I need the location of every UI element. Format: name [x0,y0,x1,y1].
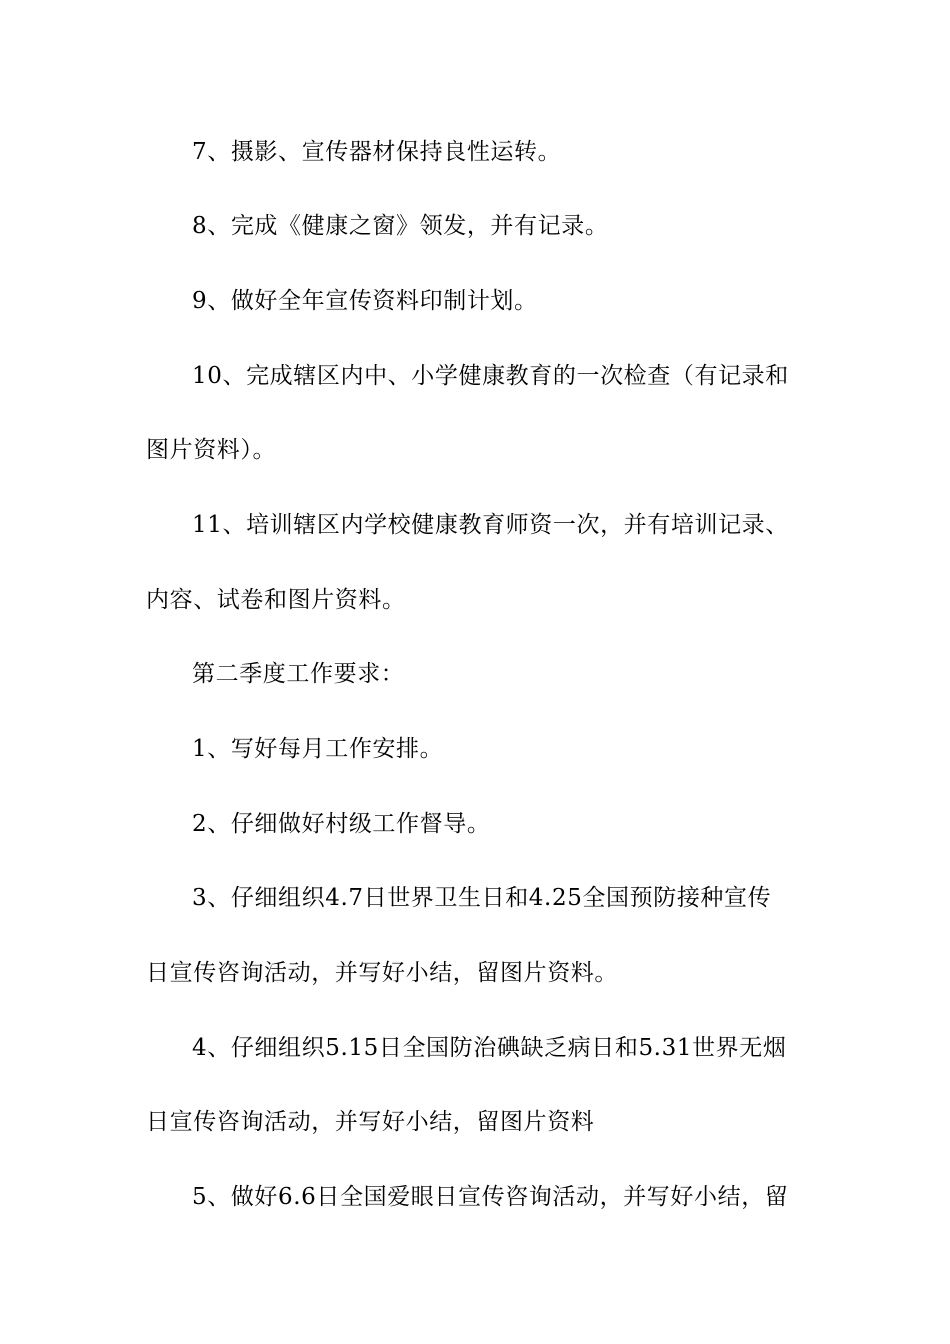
text-line-q2-item-2: 2、仔细做好村级工作督导。 [192,811,491,837]
text-line-q2-item-3: 3、仔细组织4.7日世界卫生日和4.25全国预防接种宣传 [192,885,772,911]
text-line-q2-item-4-cont: 日宣传咨询活动，并写好小结，留图片资料 [146,1109,595,1135]
text-line-q2-item-1: 1、写好每月工作安排。 [192,736,444,762]
text-line-item-9: 9、做好全年宣传资料印制计划。 [192,288,538,314]
text-line-item-11: 11、培训辖区内学校健康教育师资一次，并有培训记录、 [192,512,789,538]
text-line-q2-item-3-cont: 日宣传咨询活动，并写好小结，留图片资料。 [146,960,618,986]
text-line-q2-item-4: 4、仔细组织5.15日全国防治碘缺乏病日和5.31世界无烟 [192,1035,787,1061]
text-line-item-11-cont: 内容、试卷和图片资料。 [146,587,406,613]
text-line-item-10: 10、完成辖区内中、小学健康教育的一次检查（有记录和 [192,363,789,389]
text-line-item-7: 7、摄影、宣传器材保持良性运转。 [192,139,562,165]
text-line-item-10-cont: 图片资料）。 [146,437,277,463]
text-line-item-8: 8、完成《健康之窗》领发，并有记录。 [192,213,609,239]
section-heading-q2: 第二季度工作要求： [192,661,405,687]
text-line-q2-item-5: 5、做好6.6日全国爱眼日宣传咨询活动，并写好小结，留 [192,1184,789,1210]
